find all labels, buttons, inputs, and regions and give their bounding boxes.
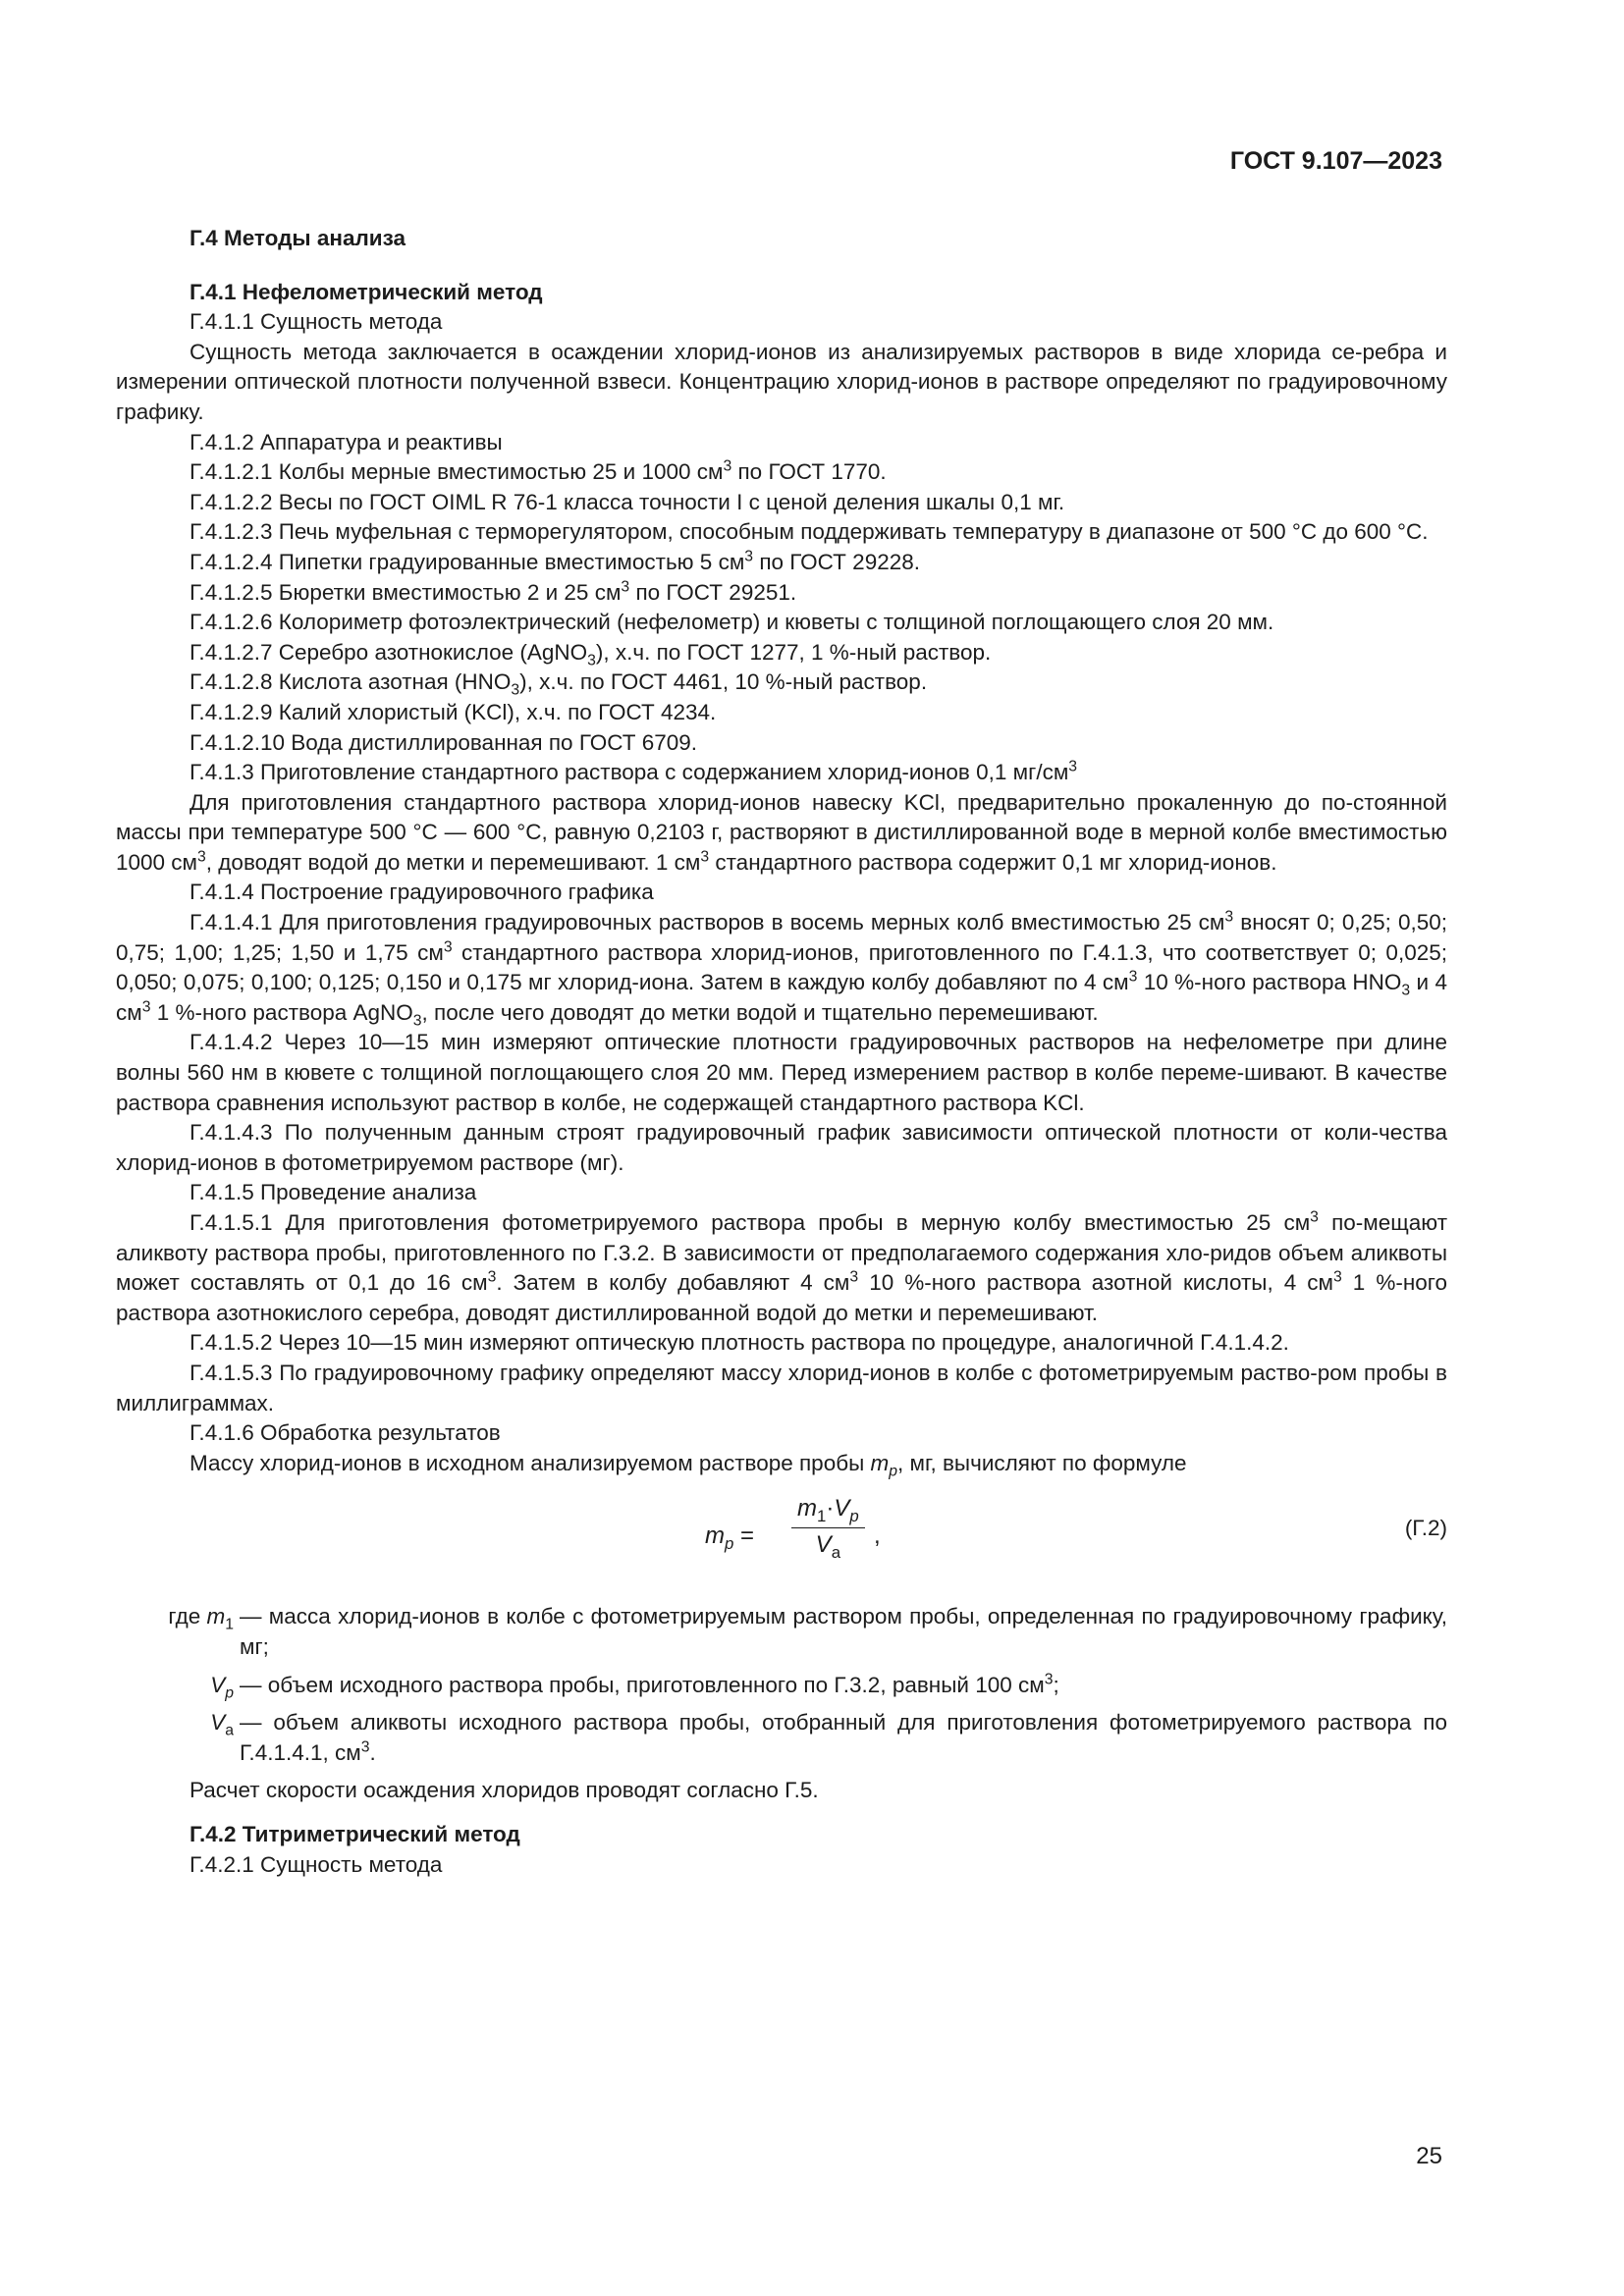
formula-comma: , [874, 1522, 881, 1550]
clause-g4143: Г.4.1.4.3 По полученным данным строят градуировочный график зависимости оптической плотности от коли-чества хлорид-ионов в фотометрируемом растворе (мг). [116, 1120, 1447, 1175]
formula-lhs: $m_p$ = [705, 1522, 755, 1554]
clause-g414: Г.4.1.4 Построение градуировочного графика [189, 880, 654, 905]
formula-numerator: $m_1\cdot V_p$ [797, 1495, 859, 1526]
heading-g4: Г.4 Методы анализа [189, 226, 406, 250]
clause-g416: Г.4.1.6 Обработка результатов [189, 1420, 501, 1446]
fraction-bar [791, 1527, 865, 1528]
clause-g421: Г.4.2.1 Сущность метода [189, 1851, 443, 1877]
clause-g4151: Г.4.1.5.1 Для приготовления фотометрируемого раствора пробы в мерную колбу вместимостью 25 $см^3$ по-мещают аликвоту раствора пробы, приготовленного по Г.3.2. В зависимости от предполагаемого содержания хло-ридов объем аликвоты может составлять от 0,1 до 16 $см^3$. Затем в колбу добавляют 4 $см^3$ 10 %-ного раствора азотной кислоты, 4 $см^3$ 1 %-ного раствора азотнокислого серебра, доводят дистиллированной водой до метки и перемешивают. [116, 1208, 1447, 1325]
definition-symbol: где $m_1$ [168, 1604, 234, 1633]
clause-g415: Г.4.1.5 Проведение анализа [189, 1180, 477, 1205]
clause-g4142: Г.4.1.4.2 Через 10—15 мин измеряют оптические плотности градуировочных растворов на нефелометре при длине волны 560 нм в кювете с толщиной поглощающего слоя 20 мм. Перед измерением раствор в колбе переме-шивают. В качестве раствора сравнения используют раствор в колбе, не содержащей стандартного раствора KCl. [116, 1030, 1447, 1115]
definition-m1 [116, 1602, 1447, 1662]
clause-g4123: Г.4.1.2.3 Печь муфельная с терморегулятором, способным поддерживать температуру в диапазоне от 500 °С до 600 °С. [189, 519, 1429, 545]
paragraph-g413: Для приготовления стандартного раствора хлорид-ионов навеску KCl, предварительно прокаленную до по-стоянной массы при температуре 500 °С — 600 °С, равную 0,2103 г, растворяют в дистиллированной воде в мерной колбе вместимостью 1000 $см^3$, доводят водой до метки и перемешивают. 1 $см^3$ стандартного раствора содержит 0,1 мг хлорид-ионов. [116, 789, 1447, 875]
clause-g4126: Г.4.1.2.6 Колориметр фотоэлектрический (нефелометр) и кюветы с толщиной поглощающего слоя 20 мм. [189, 610, 1274, 635]
clause-g41210: Г.4.1.2.10 Вода дистиллированная по ГОСТ 6709. [189, 729, 698, 755]
formula-denominator: $V_a$ [815, 1530, 841, 1562]
clause-g4122: Г.4.1.2.2 Весы по ГОСТ OIML R 76-1 класса точности I с ценой деления шкалы 0,1 мг. [189, 489, 1065, 514]
clause-g4125: Г.4.1.2.5 Бюретки вместимостью 2 и 25 $см^3$ по ГОСТ 29251. [189, 578, 797, 605]
document-code: ГОСТ 9.107—2023 [1229, 147, 1442, 175]
definition-text: — объем аликвоты исходного раствора пробы, отобранный для приготовления фотометрируемого раствора по Г.4.1.4.1, $см^3$. [240, 1710, 1447, 1765]
paragraph-g416: Массу хлорид-ионов в исходном анализируемом растворе пробы $m_p$, мг, вычисляют по формуле [189, 1450, 1187, 1480]
clause-g4129: Г.4.1.2.9 Калий хлористый (KCl), х.ч. по ГОСТ 4234. [189, 699, 717, 724]
paragraph-g411: Сущность метода заключается в осаждении хлорид-ионов из анализируемых растворов в виде хлорида се-ребра и измерении оптической плотности полученной взвеси. Концентрацию хлорид-ионов в растворе определяют по градуировочному графику. [116, 339, 1447, 424]
clause-g4153: Г.4.1.5.3 По градуировочному графику определяют массу хлорид-ионов в колбе с фотометрируемым раство-ром пробы в миллиграммах. [116, 1360, 1447, 1415]
clause-g4121: Г.4.1.2.1 Колбы мерные вместимостью 25 и 1000 $см^3$ по ГОСТ 1770. [189, 457, 887, 485]
page-number: 25 [1416, 2143, 1442, 2169]
clause-g413: Г.4.1.3 Приготовление стандартного раствора с содержанием хлорид-ионов 0,1 $мг/см^3$ [189, 758, 1078, 785]
clause-g4152: Г.4.1.5.2 Через 10—15 мин измеряют оптическую плотность раствора по процедуре, аналогичной Г.4.1.4.2. [189, 1330, 1289, 1356]
clause-g4128: Г.4.1.2.8 Кислота азотная $(HNO_3)$, х.ч. по ГОСТ 4461, 10 %-ный раствор. [189, 669, 928, 699]
clause-g412: Г.4.1.2 Аппаратура и реактивы [189, 429, 503, 454]
formula-g2 [116, 1478, 1447, 1594]
formula-expression [705, 1494, 960, 1573]
definition-text: — объем исходного раствора пробы, приготовленного по Г.3.2, равный 100 $см^3$; [240, 1671, 1059, 1697]
formula-number: (Г.2) [1404, 1516, 1447, 1541]
heading-g42: Г.4.2 Титриметрический метод [189, 1821, 520, 1846]
definition-vp [116, 1671, 1447, 1701]
clause-g4124: Г.4.1.2.4 Пипетки градуированные вместимостью 5 $см^3$ по ГОСТ 29228. [189, 548, 920, 574]
paragraph-calculation-note: Расчет скорости осаждения хлоридов проводят согласно Г.5. [189, 1778, 819, 1803]
clause-g411: Г.4.1.1 Сущность метода [189, 309, 443, 335]
clause-g4141: Г.4.1.4.1 Для приготовления градуировочных растворов в восемь мерных колб вместимостью 25 $см^3$ вносят 0; 0,25; 0,50; 0,75; 1,00; 1,25; 1,50 и 1,75 $см^3$ стандартного раствора хлорид-ионов, приготовленного по Г.4.1.3, что соответствует 0; 0,025; 0,050; 0,075; 0,100; 0,125; 0,150 и 0,175 мг хлорид-иона. Затем в каждую колбу добавляют по 4 $см^3$ 10 %-ного раствора $HNO_3$ и 4 $см^3$ 1 %-ного раствора AgNO$_3$, после чего доводят до метки водой и тщательно перемешивают. [116, 908, 1447, 1030]
formula-fraction [791, 1494, 865, 1560]
definition-text: — масса хлорид-ионов в колбе с фотометрируемым раствором пробы, определенная по градуировочному графику, мг; [240, 1604, 1447, 1659]
heading-g41: Г.4.1 Нефелометрический метод [189, 279, 543, 304]
formula-definitions [116, 1602, 1447, 1768]
definition-symbol: $V_p$ [210, 1672, 234, 1702]
definition-symbol: $V_a$ [210, 1710, 234, 1739]
clause-g4127: Г.4.1.2.7 Серебро азотнокислое (AgNO$_3$), х.ч. по ГОСТ 1277, 1 %-ный раствор. [189, 639, 992, 669]
document-body [116, 224, 1447, 1880]
definition-va [116, 1708, 1447, 1768]
